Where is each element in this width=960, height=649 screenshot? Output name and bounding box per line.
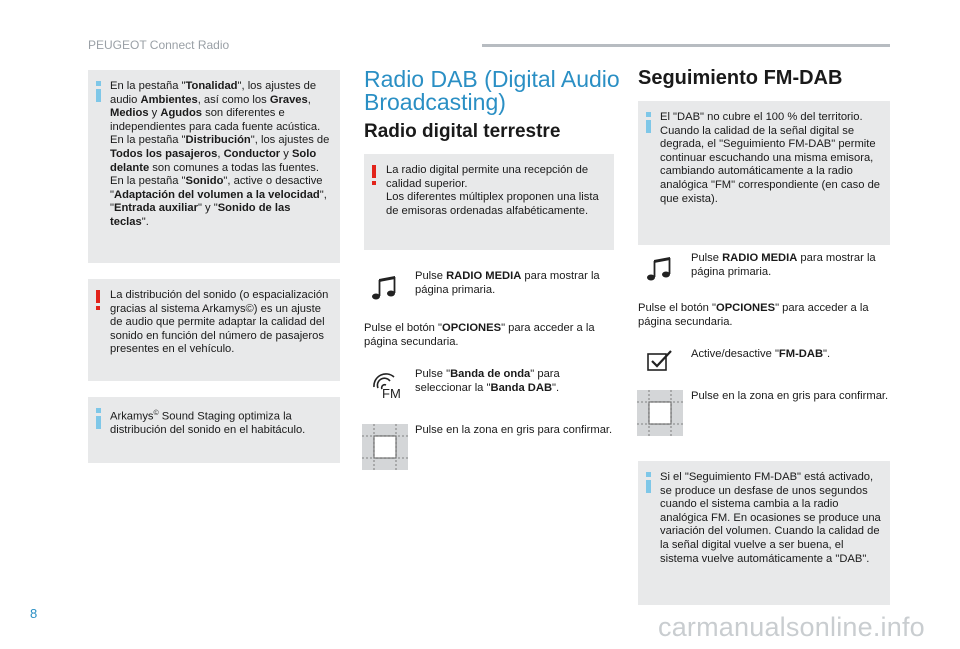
section-title-seguimiento: Seguimiento FM-DAB xyxy=(638,67,843,89)
info-box-seguimiento xyxy=(638,101,890,245)
info-box-body xyxy=(110,80,332,230)
header-rule xyxy=(482,44,890,47)
warning-box-body xyxy=(110,289,332,357)
step-banda: Pulse "Banda de onda" para seleccionar la "Banda DAB". xyxy=(415,368,560,394)
info-box-body xyxy=(660,471,882,566)
step-opciones: Pulse el botón "OPCIONES" para acceder a la página secundaria. xyxy=(364,322,595,348)
warning-box-body xyxy=(386,164,606,218)
confirm-zone-icon xyxy=(637,390,683,436)
paragraph-sonido: En la pestaña "Sonido", active o desactive "Adaptación del volumen a la velocidad", "Entrada auxiliar" y "Sonido de las teclas". xyxy=(110,175,327,228)
step-fm-dab: Active/desactive "FM-DAB". xyxy=(691,348,831,360)
paragraph-distribucion-sonido: La distribución del sonido (o espacialización gracias al sistema Arkamys©) es un ajuste de audio que permite adaptar la calidad del sonido en función del número de pasajeros presentes en el vehículo. xyxy=(110,289,329,356)
paragraph-recepcion: La radio digital permite una recepción de calidad superior. xyxy=(386,164,589,190)
step-confirmar: Pulse en la zona en gris para confirmar. xyxy=(415,424,613,436)
checkbox-checked-icon xyxy=(645,348,675,374)
subsection-title-radio-digital: Radio digital terrestre xyxy=(364,121,561,142)
page-number: 8 xyxy=(30,606,38,621)
step-radio-media: Pulse RADIO MEDIA para mostrar la página primaria. xyxy=(691,252,876,278)
info-box-body xyxy=(110,407,332,438)
warning-box-radio-digital xyxy=(364,154,614,250)
paragraph-dab-cobertura: El "DAB" no cubre el 100 % del territorio. Cuando la calidad de la señal digital se degrada, el "Seguimiento FM-DAB" permite continuar escuchando una misma emisora, cambiando automáticamente a la radio analógica "FM" correspondiente (en caso de que exista). xyxy=(660,111,881,205)
fm-label: FM xyxy=(382,386,401,401)
paragraph-multiplex: Los diferentes múltiplex proponen una lista de emisoras ordenadas alfabéticamente. xyxy=(386,191,599,217)
paragraph-desfase: Si el "Seguimiento FM-DAB" está activado, se produce un desfase de unos segundos cuando el sistema cambia a la radio analógica FM. En ocasiones se produce una variación del volumen. Cuando la calidad de la señal digital vuelve a ser buena, el sistema vuelve automáticamente a "DAB". xyxy=(660,471,881,565)
step-opciones: Pulse el botón "OPCIONES" para acceder a la página secundaria. xyxy=(638,302,869,328)
warning-box-distribucion xyxy=(88,279,340,381)
music-note-icon xyxy=(370,275,398,301)
running-header: PEUGEOT Connect Radio xyxy=(88,38,230,52)
section-title-dab: Radio DAB (Digital Audio Broadcasting) xyxy=(364,66,620,115)
step-confirmar: Pulse en la zona en gris para confirmar. xyxy=(691,390,889,402)
info-box-arkamys xyxy=(88,397,340,463)
music-note-icon xyxy=(645,256,673,282)
step-radio-media: Pulse RADIO MEDIA para mostrar la página primaria. xyxy=(415,270,600,296)
watermark: carmanualsonline.info xyxy=(658,612,925,642)
paragraph-tonalidad: En la pestaña "Tonalidad", los ajustes de audio Ambientes, así como los Graves, Medios y Agudos son diferentes e independientes para cada fuente acústica. xyxy=(110,80,321,133)
paragraph-distribucion: En la pestaña "Distribución", los ajustes de Todos los pasajeros, Conductor y Solo delante son comunes a todas las fuentes. xyxy=(110,134,330,174)
confirm-zone-icon xyxy=(362,424,408,470)
info-box-desfase xyxy=(638,461,890,605)
info-box-tonalidad xyxy=(88,70,340,263)
info-box-body xyxy=(660,111,882,206)
paragraph-arkamys: Arkamys© Sound Staging optimiza la distribución del sonido en el habitáculo. xyxy=(110,410,306,437)
